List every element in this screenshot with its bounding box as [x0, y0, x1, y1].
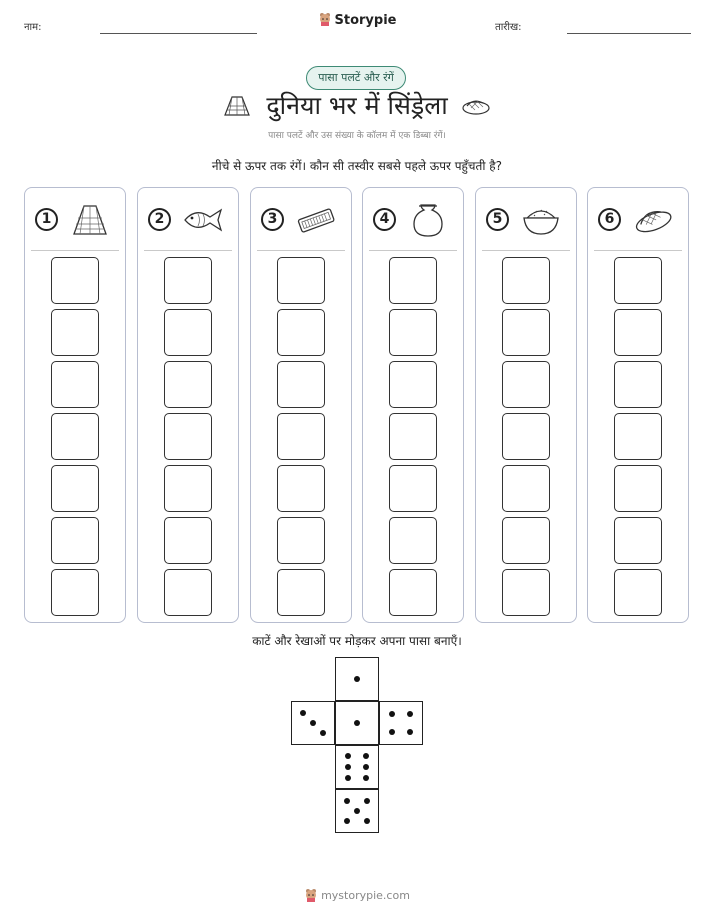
footer-url[interactable]: mystorypie.com — [321, 889, 410, 902]
column-6 — [587, 187, 689, 623]
color-box[interactable] — [389, 309, 437, 356]
page-subtitle: पासा पलटें और उस संख्या के कॉलम में एक डिब्बा रंगें। — [268, 131, 446, 141]
activity-tag: पासा पलटें और रंगें — [306, 66, 406, 90]
footer — [0, 888, 714, 902]
column-divider — [144, 250, 232, 251]
color-box[interactable] — [614, 309, 662, 356]
brand-logo — [0, 12, 714, 28]
pip — [389, 729, 395, 735]
storypie-mascot-icon — [304, 888, 318, 902]
brand-name: Storypie — [334, 13, 397, 28]
color-box[interactable] — [277, 569, 325, 616]
color-box[interactable] — [502, 569, 550, 616]
page-title: दुनिया भर में सिंड्रेला — [266, 91, 448, 120]
pip — [363, 775, 369, 781]
pip — [345, 764, 351, 770]
color-box[interactable] — [164, 309, 212, 356]
color-box[interactable] — [614, 465, 662, 512]
pip — [407, 729, 413, 735]
column-number: 4 — [373, 208, 396, 231]
color-box[interactable] — [614, 257, 662, 304]
color-box[interactable] — [164, 465, 212, 512]
pip — [345, 775, 351, 781]
pip — [389, 711, 395, 717]
pip — [345, 753, 351, 759]
color-box[interactable] — [51, 569, 99, 616]
storypie-mascot-icon — [318, 12, 332, 26]
color-box[interactable] — [51, 465, 99, 512]
date-label: तारीख: — [495, 22, 522, 33]
name-line[interactable] — [100, 33, 257, 34]
color-box[interactable] — [502, 361, 550, 408]
color-box[interactable] — [389, 465, 437, 512]
pot-icon — [407, 202, 449, 238]
die-face-1 — [335, 657, 379, 701]
column-4 — [362, 187, 464, 623]
pip — [344, 818, 350, 824]
column-number: 1 — [35, 208, 58, 231]
color-box[interactable] — [51, 309, 99, 356]
color-box[interactable] — [389, 517, 437, 564]
color-box[interactable] — [51, 361, 99, 408]
color-box[interactable] — [502, 257, 550, 304]
pip — [363, 764, 369, 770]
pip — [364, 818, 370, 824]
column-divider — [31, 250, 119, 251]
pip — [344, 798, 350, 804]
pip — [300, 710, 306, 716]
pip — [320, 730, 326, 736]
column-3 — [250, 187, 352, 623]
column-number: 2 — [148, 208, 171, 231]
die-face-3 — [291, 701, 335, 745]
color-box[interactable] — [389, 361, 437, 408]
color-box[interactable] — [164, 257, 212, 304]
color-box[interactable] — [51, 413, 99, 460]
instruction-text: नीचे से ऊपर तक रंगें। कौन सी तस्वीर सबसे पहले ऊपर पहुँचती है? — [211, 159, 503, 173]
die-face-5 — [335, 789, 379, 833]
column-1 — [24, 187, 126, 623]
color-box[interactable] — [502, 517, 550, 564]
column-divider — [594, 250, 682, 251]
color-box[interactable] — [164, 569, 212, 616]
pip — [354, 720, 360, 726]
color-box[interactable] — [389, 257, 437, 304]
color-box[interactable] — [164, 517, 212, 564]
pip — [407, 711, 413, 717]
column-5 — [475, 187, 577, 623]
column-number: 3 — [261, 208, 284, 231]
column-divider — [482, 250, 570, 251]
comb-icon — [295, 202, 337, 238]
color-box[interactable] — [502, 465, 550, 512]
die-face-4 — [379, 701, 423, 745]
color-box[interactable] — [51, 257, 99, 304]
color-box[interactable] — [614, 569, 662, 616]
column-2 — [137, 187, 239, 623]
pip — [310, 720, 316, 726]
die-instruction: काटें और रेखाओं पर मोड़कर अपना पासा बनाएँ। — [252, 634, 462, 648]
color-box[interactable] — [614, 517, 662, 564]
date-line[interactable] — [567, 33, 691, 34]
color-box[interactable] — [389, 413, 437, 460]
name-label: नाम: — [24, 22, 42, 33]
color-box[interactable] — [277, 413, 325, 460]
color-box[interactable] — [51, 517, 99, 564]
column-divider — [257, 250, 345, 251]
color-box[interactable] — [277, 517, 325, 564]
die-face-6 — [335, 745, 379, 789]
pip — [354, 808, 360, 814]
column-number: 5 — [486, 208, 509, 231]
color-box[interactable] — [277, 257, 325, 304]
color-box[interactable] — [389, 569, 437, 616]
color-box[interactable] — [164, 361, 212, 408]
slipper-icon — [461, 94, 491, 118]
skirt-icon — [69, 202, 111, 238]
color-box[interactable] — [614, 413, 662, 460]
color-box[interactable] — [614, 361, 662, 408]
column-divider — [369, 250, 457, 251]
column-number: 6 — [598, 208, 621, 231]
pip — [364, 798, 370, 804]
color-box[interactable] — [277, 309, 325, 356]
rice-bowl-icon — [520, 202, 562, 238]
color-box[interactable] — [277, 361, 325, 408]
pip — [354, 676, 360, 682]
die-face-1 — [335, 701, 379, 745]
fish-icon — [182, 202, 224, 238]
color-box[interactable] — [164, 413, 212, 460]
color-box[interactable] — [502, 413, 550, 460]
color-box[interactable] — [502, 309, 550, 356]
color-box[interactable] — [277, 465, 325, 512]
slipper-icon — [632, 202, 674, 238]
pip — [363, 753, 369, 759]
